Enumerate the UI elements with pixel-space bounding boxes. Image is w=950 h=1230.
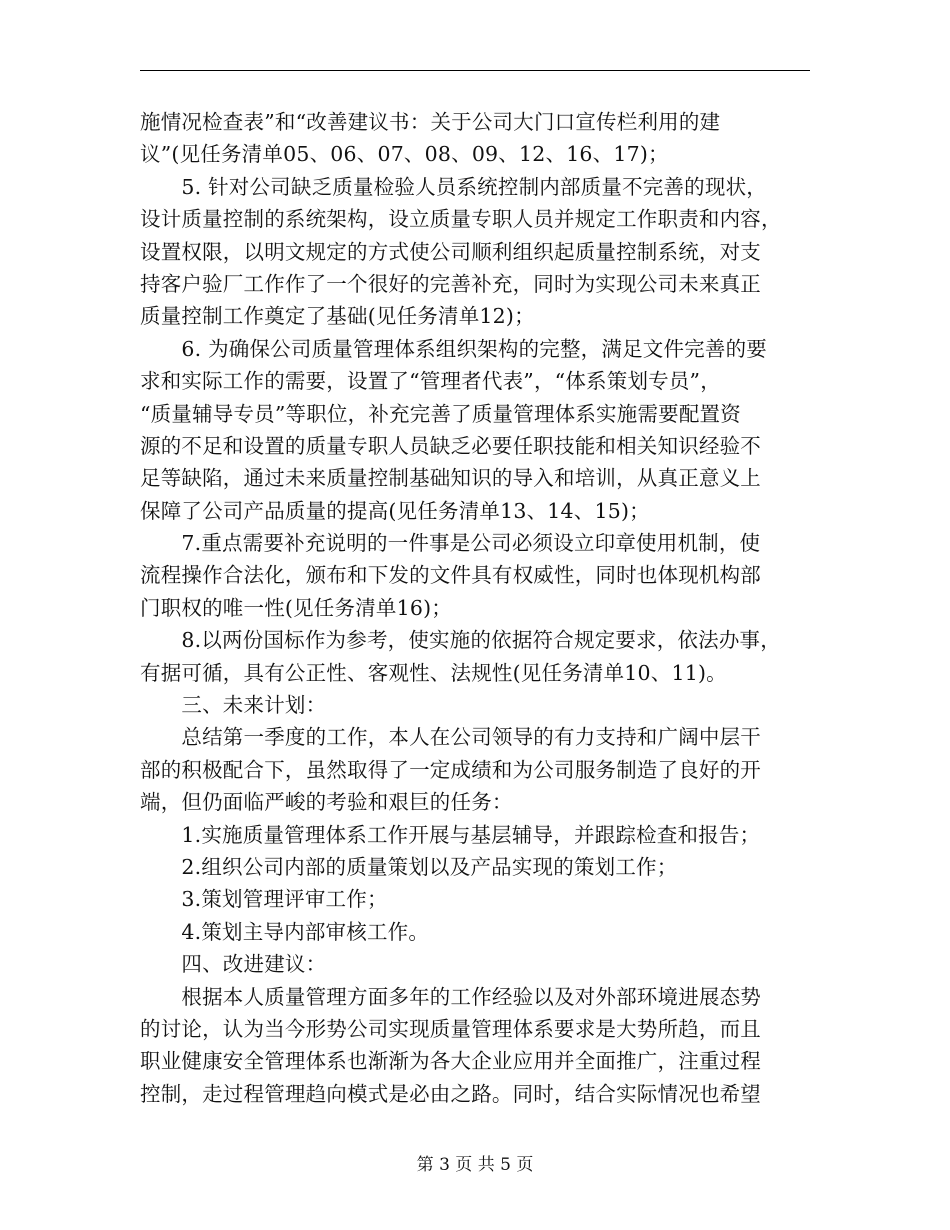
list-item: 3.策划管理评审工作； — [140, 887, 388, 912]
text-line: 源的不足和设置的质量专职人员缺乏必要任职技能和相关知识经验不 — [140, 433, 761, 458]
header-rule — [140, 70, 810, 71]
text-line: 足等缺陷，通过未来质量控制基础知识的导入和培训，从真正意义上 — [140, 466, 761, 491]
text-line: 求和实际工作的需要，设置了“管理者代表”，“体系策划专员”， — [140, 369, 721, 394]
text-line: 部的积极配合下，虽然取得了一定成绩和为公司服务制造了良好的开 — [140, 757, 761, 782]
page-body — [140, 106, 810, 1110]
text-line: 流程操作合法化，颁布和下发的文件具有权威性，同时也体现机构部 — [140, 563, 761, 588]
text-line: 施情况检查表”和“改善建议书：关于公司大门口宣传栏利用的建 — [140, 110, 721, 134]
text-line: 议”(见任务清单05、06、07、08、09、12、16、17)； — [140, 142, 669, 167]
text-line: 8.以两份国标作为参考，使实施的依据符合规定要求，依法办事， — [140, 628, 781, 653]
text-line: 6. 为确保公司质量管理体系组织架构的完整，满足文件完善的要 — [140, 336, 767, 361]
text-line: “质量辅导专员”等职位，补充完善了质量管理体系实施需要配置资 — [140, 401, 741, 426]
text-line: 门职权的唯一性(见任务清单16)； — [140, 595, 452, 620]
list-item: 2.组织公司内部的质量策划以及产品实现的策划工作； — [140, 854, 678, 879]
text-line: 总结第一季度的工作，本人在公司领导的有力支持和广阔中层干 — [140, 725, 761, 750]
list-item: 4.策划主导内部审核工作。 — [140, 919, 430, 944]
text-line: 的讨论，认为当今形势公司实现质量管理体系要求是大势所趋，而且 — [140, 1016, 761, 1041]
list-item: 1.实施质量管理体系工作开展与基层辅导，并跟踪检查和报告； — [140, 822, 761, 847]
text-line: 持客户验厂工作作了一个很好的完善补充，同时为实现公司未来真正 — [140, 271, 761, 296]
text-line: 职业健康安全管理体系也渐渐为各大企业应用并全面推广，注重过程 — [140, 1049, 761, 1074]
text-line: 端，但仍面临严峻的考验和艰巨的任务： — [140, 790, 513, 815]
text-line: 7.重点需要补充说明的一件事是公司必须设立印章使用机制，使 — [140, 531, 761, 556]
text-line: 有据可循，具有公正性、客观性、法规性(见任务清单10、11)。 — [140, 660, 727, 685]
text-line: 保障了公司产品质量的提高(见任务清单13、14、15)； — [140, 498, 650, 523]
text-line: 设置权限，以明文规定的方式使公司顺利组织起质量控制系统，对支 — [140, 239, 761, 264]
text-line: 控制，走过程管理趋向模式是必由之路。同时，结合实际情况也希望 — [140, 1081, 761, 1106]
section-heading: 四、改进建议： — [140, 952, 327, 977]
page-number-footer: 第 3 页 共 5 页 — [416, 1155, 534, 1175]
text-line: 根据本人质量管理方面多年的工作经验以及对外部环境进展态势 — [140, 984, 761, 1009]
section-heading: 三、未来计划： — [140, 693, 327, 718]
text-line: 5. 针对公司缺乏质量检验人员系统控制内部质量不完善的现状， — [140, 174, 767, 199]
text-line: 设计质量控制的系统架构，设立质量专职人员并规定工作职责和内容， — [140, 207, 782, 232]
text-line: 质量控制工作奠定了基础(见任务清单12)； — [140, 304, 535, 329]
